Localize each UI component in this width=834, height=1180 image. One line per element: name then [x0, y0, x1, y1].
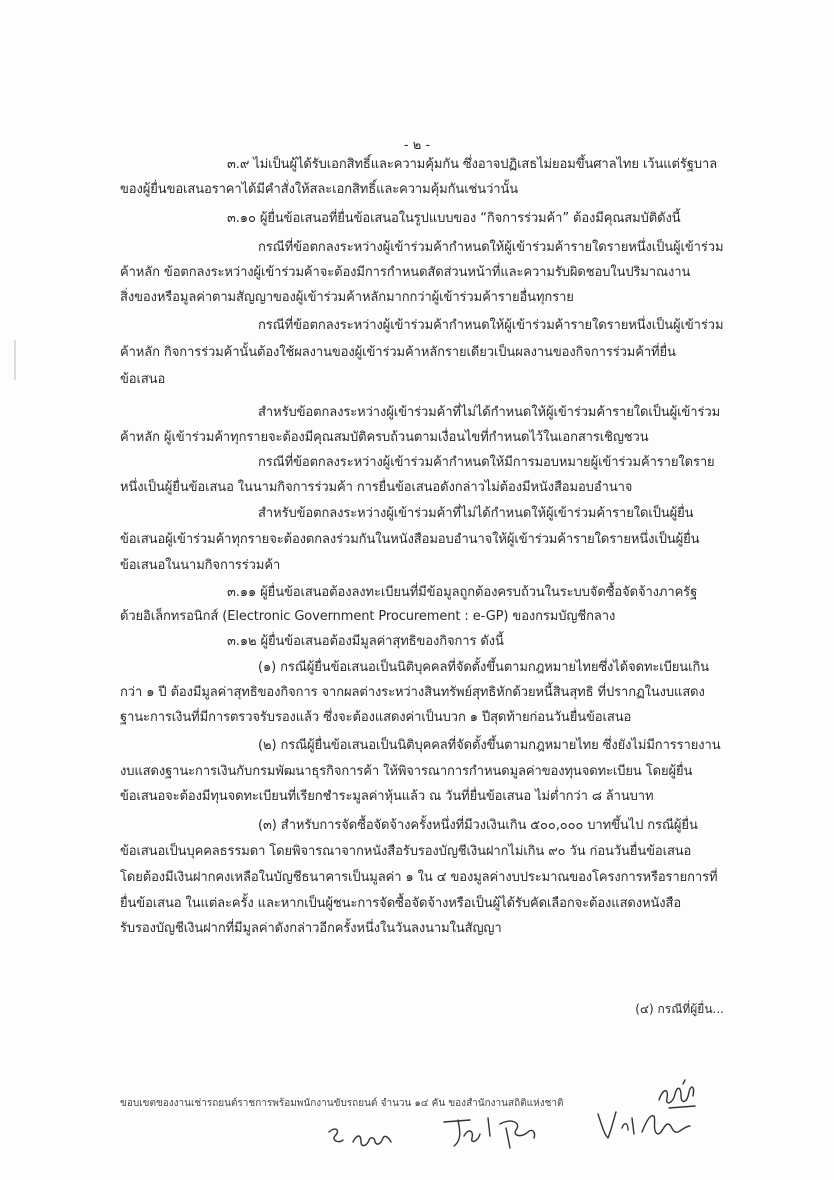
signature-2	[440, 1108, 560, 1154]
paragraph-line: ยื่นข้อเสนอ ในแต่ละครั้ง และหากเป็นผู้ชนะการจัดซื้อจัดจ้างหรือเป็นผู้ได้รับคัดเลือกจะต้องแสดงหนังสือ	[120, 896, 682, 911]
clause-3-11-line-1: ๓.๑๑ ผู้ยื่นข้อเสนอต้องลงทะเบียนที่มีข้อมูลถูกต้องครบถ้วนในระบบจัดซื้อจัดจ้างภาครัฐ	[227, 585, 698, 600]
scan-margin-mark	[14, 340, 16, 380]
clause-3-9-line-2: ของผู้ยื่นขอเสนอราคาได้มีคำสั่งให้สละเอกสิทธิ์และความคุ้มกันเช่นว่านั้น	[120, 182, 519, 197]
continuation-note: (๔) กรณีที่ผู้ยื่น...	[635, 1002, 724, 1016]
paragraph-line: ค้าหลัก ผู้เข้าร่วมค้าทุกรายจะต้องมีคุณสมบัติครบถ้วนตามเงื่อนไขที่กำหนดไว้ในเอกสารเชิญชวน	[120, 430, 649, 445]
footer-text: ขอบเขตของงานเช่ารถยนต์ราชการพร้อมพนักงานขับรถยนต์ จำนวน ๑๔ คัน ของสำนักงานสถิติแห่งชาติ	[120, 1098, 564, 1109]
paragraph-line: (๒) กรณีผู้ยื่นข้อเสนอเป็นนิติบุคคลที่จัดตั้งขึ้นตามกฎหมายไทย ซึ่งยังไม่มีการรายงาน	[258, 738, 721, 753]
page-number: - ๒ -	[403, 138, 431, 153]
paragraph-line: (๓) สำหรับการจัดซื้อจัดจ้างครั้งหนึ่งที่มีวงเงินเกิน ๕๐๐,๐๐๐ บาทขึ้นไป กรณีผู้ยื่น	[258, 818, 698, 833]
paragraph-line: ข้อเสนอจะต้องมีทุนจดทะเบียนที่เรียกชำระมูลค่าหุ้นแล้ว ณ วันที่ยื่นข้อเสนอ ไม่ต่ำกว่า ๘ ล้านบาท	[120, 789, 654, 804]
paragraph-line: ค้าหลัก กิจการร่วมค้านั้นต้องใช้ผลงานของผู้เข้าร่วมค้าหลักรายเดียวเป็นผลงานของกิจการร่วมค้าที่ยื่น	[120, 345, 676, 360]
paragraph-line: ค้าหลัก ข้อตกลงระหว่างผู้เข้าร่วมค้าจะต้องมีการกำหนดสัดส่วนหน้าที่และความรับผิดชอบในปริมาณงาน	[120, 265, 691, 280]
paragraph-line: งบแสดงฐานะการเงินกับกรมพัฒนาธุรกิจการค้า ให้พิจารณาการกำหนดมูลค่าของทุนจดทะเบียน โดยผู้ยื่น	[120, 764, 693, 779]
paragraph-line: สำหรับข้อตกลงระหว่างผู้เข้าร่วมค้าที่ไม่ได้กำหนดให้ผู้เข้าร่วมค้ารายใดเป็นผู้ยื่น	[258, 506, 694, 521]
paragraph-line: ข้อเสนอในนามกิจการร่วมค้า	[120, 558, 281, 573]
signature-3	[592, 1104, 697, 1148]
clause-3-9-line-1: ๓.๙ ไม่เป็นผู้ได้รับเอกสิทธิ์และความคุ้มกัน ซึ่งอาจปฏิเสธไม่ยอมขึ้นศาลไทย เว้นแต่รัฐบาล	[227, 157, 718, 172]
paragraph-line: รับรองบัญชีเงินฝากที่มีมูลค่าดังกล่าวอีกครั้งหนึ่งในวันลงนามในสัญญา	[120, 921, 502, 936]
paragraph-line: กว่า ๑ ปี ต้องมีมูลค่าสุทธิของกิจการ จากผลต่างระหว่างสินทรัพย์สุทธิหักด้วยหนี้สินสุทธิ ที่ปรากฏในงบแสดง	[120, 685, 705, 700]
paragraph-line: กรณีที่ข้อตกลงระหว่างผู้เข้าร่วมค้ากำหนดให้มีการมอบหมายผู้เข้าร่วมค้ารายใดราย	[258, 455, 715, 470]
signature-1	[325, 1120, 400, 1156]
paragraph-line: กรณีที่ข้อตกลงระหว่างผู้เข้าร่วมค้ากำหนดให้ผู้เข้าร่วมค้ารายใดรายหนึ่งเป็นผู้เข้าร่วม	[258, 240, 724, 255]
paragraph-line: ข้อเสนอเป็นบุคคลธรรมดา โดยพิจารณาจากหนังสือรับรองบัญชีเงินฝากไม่เกิน ๙๐ วัน ก่อนวันยื่นข้อเสนอ	[120, 844, 692, 859]
clause-3-12-heading: ๓.๑๒ ผู้ยื่นข้อเสนอต้องมีมูลค่าสุทธิของกิจการ ดังนี้	[227, 634, 504, 649]
clause-3-11-line-2: ด้วยอิเล็กทรอนิกส์ (Electronic Government Procurement : e-GP) ของกรมบัญชีกลาง	[120, 609, 616, 624]
paragraph-line: กรณีที่ข้อตกลงระหว่างผู้เข้าร่วมค้ากำหนดให้ผู้เข้าร่วมค้ารายใดรายหนึ่งเป็นผู้เข้าร่วม	[258, 318, 724, 333]
paragraph-line: สำหรับข้อตกลงระหว่างผู้เข้าร่วมค้าที่ไม่ได้กำหนดให้ผู้เข้าร่วมค้ารายใดเป็นผู้เข้าร่วม	[258, 405, 721, 420]
clause-3-10-heading: ๓.๑๐ ผู้ยื่นข้อเสนอที่ยื่นข้อเสนอในรูปแบบของ “กิจการร่วมค้า” ต้องมีคุณสมบัติดังนี้	[227, 211, 681, 226]
paragraph-line: ข้อเสนอผู้เข้าร่วมค้าทุกรายจะต้องตกลงร่วมกันในหนังสือมอบอำนาจให้ผู้เข้าร่วมค้ารายใดรายหนึ่งเป็นผู้ยื่น	[120, 532, 700, 547]
paragraph-line: ข้อเสนอ	[120, 372, 166, 387]
paragraph-line: ฐานะการเงินที่มีการตรวจรับรองแล้ว ซึ่งจะต้องแสดงค่าเป็นบวก ๑ ปีสุดท้ายก่อนวันยื่นข้อเสนอ	[120, 710, 632, 725]
paragraph-line: สิ่งของหรือมูลค่าตามสัญญาของผู้เข้าร่วมค้าหลักมากกว่าผู้เข้าร่วมค้ารายอื่นทุกราย	[120, 290, 574, 305]
paragraph-line: โดยต้องมีเงินฝากคงเหลือในบัญชีธนาคารเป็นมูลค่า ๑ ใน ๔ ของมูลค่างบประมาณของโครงการหรือรายการที่	[120, 870, 718, 885]
paragraph-line: หนึ่งเป็นผู้ยื่นข้อเสนอ ในนามกิจการร่วมค้า การยื่นข้อเสนอดังกล่าวไม่ต้องมีหนังสือมอบอำนาจ	[120, 480, 633, 495]
paragraph-line: (๑) กรณีผู้ยื่นข้อเสนอเป็นนิติบุคคลที่จัดตั้งขึ้นตามกฎหมายไทยซึ่งได้จดทะเบียนเกิน	[258, 660, 709, 675]
